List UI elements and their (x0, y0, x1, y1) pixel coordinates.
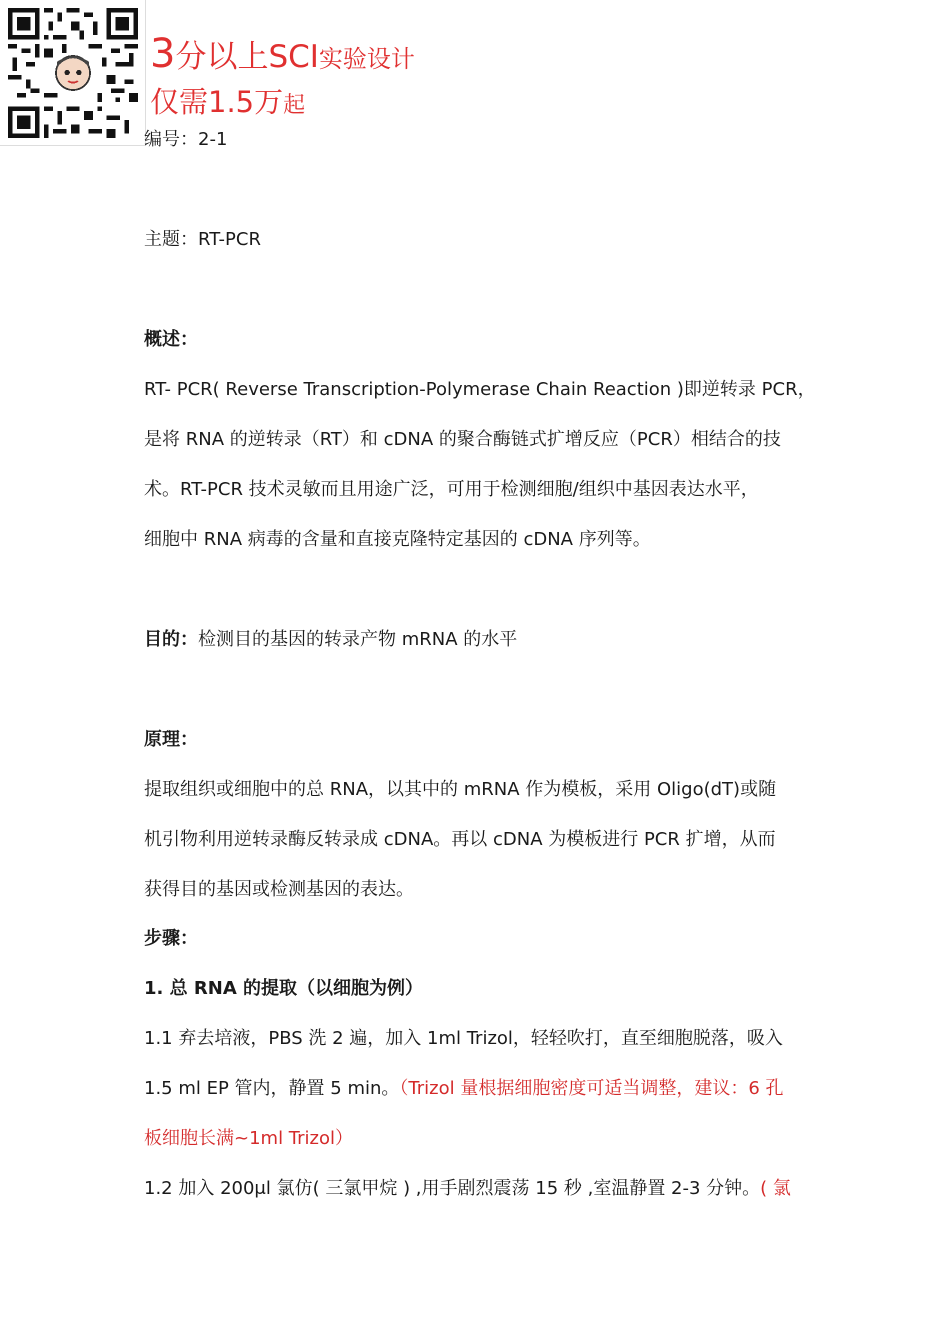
ad-price-text: 仅需1.5万 (150, 85, 284, 119)
ad-headline-text: 分以上SCI (175, 39, 319, 75)
purpose-text: 检测目的基因的转录产物 mRNA 的水平 (198, 629, 518, 650)
subject: 主题：RT-PCR (144, 229, 261, 250)
overview-line: 细胞中 RNA 病毒的含量和直接克隆特定基因的 cDNA 序列等。 (144, 529, 651, 550)
serial-number: 编号：2-1 (144, 129, 228, 150)
qr-code-icon (8, 8, 138, 138)
step1-1-note: （Trizol 量根据细胞密度可适当调整，建议：6 孔 (399, 1078, 784, 1099)
step1-1-line (144, 1077, 834, 1101)
principle-line: 获得目的基因或检测基因的表达。 (144, 879, 414, 900)
step1-2-text: 1.2 加入 200μl 氯仿( 三氯甲烷 ) ,用手剧烈震荡 15 秒 ,室温静置 2-3 分钟。 (144, 1178, 761, 1199)
steps-heading: 步骤： (144, 928, 198, 949)
principle-heading: 原理： (144, 729, 198, 750)
ad-headline-suffix: 实验设计 (318, 45, 415, 73)
principle-line: 提取组织或细胞中的总 RNA，以其中的 mRNA 作为模板，采用 Oligo(dT)或随 (144, 779, 777, 800)
step1-1-line: 1.1 弃去培液，PBS 洗 2 遍，加入 1ml Trizol，轻轻吹打，直至细胞脱落，吸入 (144, 1028, 783, 1049)
ad-headline-number: 3 (150, 31, 176, 77)
overview-line: RT- PCR( Reverse Transcription-Polymerase Chain Reaction )即逆转录 PCR， (144, 379, 816, 400)
step1-1-text: 1.5 ml EP 管内，静置 5 min。 (144, 1078, 400, 1099)
principle-line: 机引物利用逆转录酶反转录成 cDNA。再以 cDNA 为模板进行 PCR 扩增，从而 (144, 829, 776, 850)
step1-heading: 1. 总 RNA 的提取（以细胞为例） (144, 978, 424, 999)
qr-ad-box (0, 0, 146, 146)
ad-price-suffix: 起 (283, 93, 306, 118)
overview-line: 是将 RNA 的逆转录（RT）和 cDNA 的聚合酶链式扩增反应（PCR）相结合的技 (144, 429, 781, 450)
step1-2-note: ( 氯 (760, 1178, 791, 1199)
overview-heading: 概述： (144, 329, 198, 350)
ad-price[interactable] (150, 80, 305, 128)
overview-line: 术。RT-PCR 技术灵敏而且用途广泛，可用于检测细胞/组织中基因表达水平， (144, 479, 759, 500)
step1-1-note-cont: 板细胞长满~1ml Trizol） (144, 1128, 354, 1149)
purpose (144, 628, 834, 652)
purpose-label: 目的： (144, 629, 198, 650)
ad-headline[interactable] (150, 30, 415, 86)
step1-2-line (144, 1177, 834, 1201)
